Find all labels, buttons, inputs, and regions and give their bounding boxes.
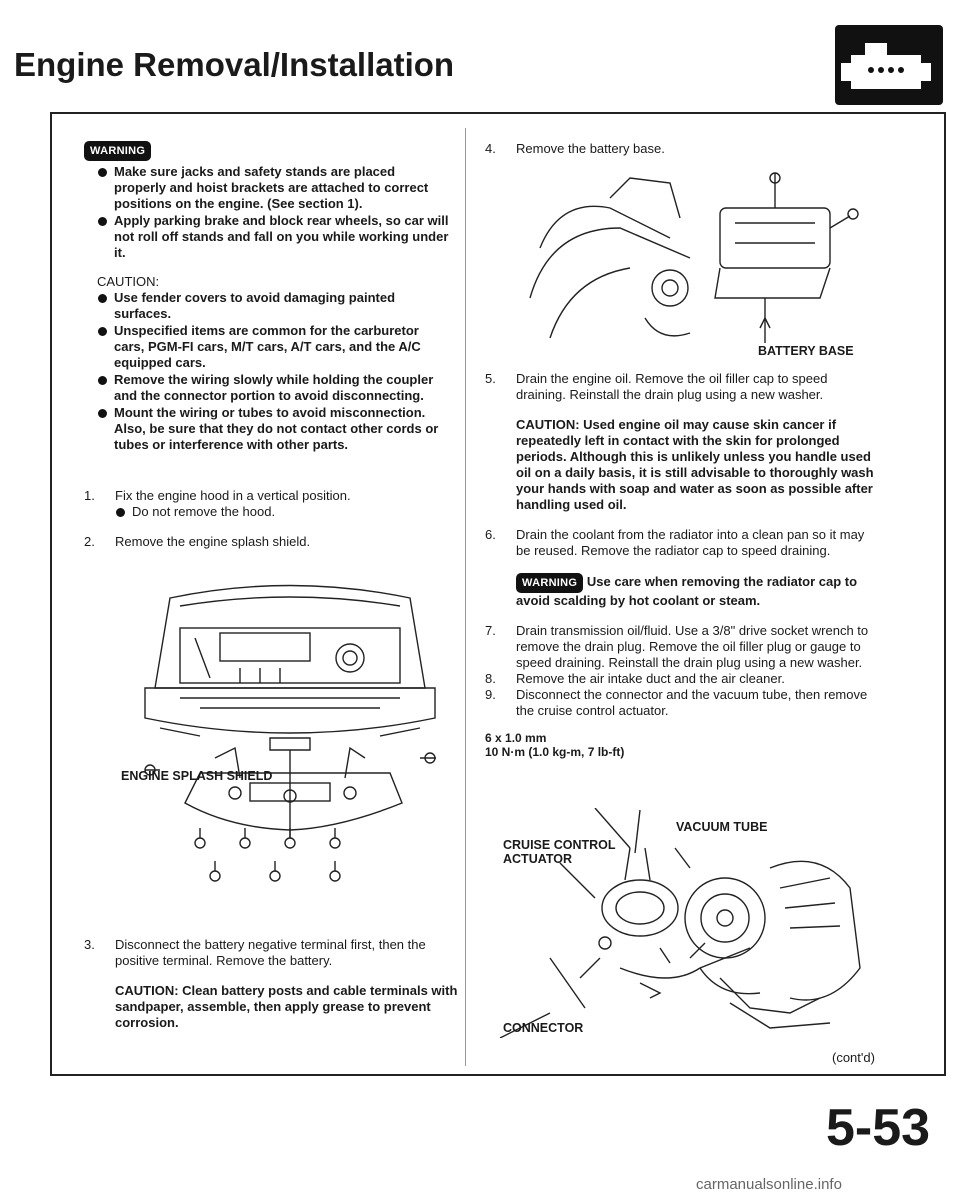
caution-item: Mount the wiring or tubes to avoid misconnection. Also, be sure that they do not contact other cords or tubes or interference with other parts.	[97, 405, 450, 453]
step-number: 6.	[485, 527, 496, 542]
figure-label-cruise-control: CRUISE CONTROL	[503, 838, 616, 852]
left-column	[84, 141, 450, 454]
engine-splash-shield-illustration	[140, 578, 440, 908]
watermark: carmanualsonline.info	[696, 1176, 842, 1193]
left-steps	[84, 488, 464, 550]
figure-label-actuator: ACTUATOR	[503, 852, 572, 866]
step-4	[485, 141, 865, 157]
step-text: Drain the engine oil. Remove the oil filler cap to speed draining. Reinstall the drain plug using a new washer.	[516, 371, 828, 402]
step-text: Drain the coolant from the radiator into a clean pan so it may be reused. Remove the radiator cap to speed draining.	[516, 527, 865, 558]
step-8	[485, 671, 880, 687]
column-divider	[465, 128, 466, 1066]
step-number: 1.	[84, 488, 95, 503]
step-text: Drain transmission oil/fluid. Use a 3/8" drive socket wrench to remove the drain plug. Remove the oil filler plug or gauge to speed draining. Reinstall the drain plug using a new washer.	[516, 623, 869, 670]
step-text: Remove the battery base.	[516, 141, 665, 156]
warning-badge: WARNING	[516, 573, 583, 593]
step-7	[485, 623, 880, 671]
step-3	[84, 937, 464, 969]
step-6	[485, 527, 880, 559]
step-number: 3.	[84, 937, 95, 952]
figure-label-splash-shield: ENGINE SPLASH SHIELD	[121, 769, 273, 783]
step-text: Disconnect the battery negative terminal first, then the positive terminal. Remove the battery.	[115, 937, 426, 968]
left-steps-lower	[84, 937, 464, 1031]
page-title: Engine Removal/Installation	[14, 46, 455, 83]
step-number: 4.	[485, 141, 496, 156]
step-number: 5.	[485, 371, 496, 386]
caution-item: Remove the wiring slowly while holding the coupler and the connector portion to avoid disconnecting.	[97, 372, 450, 404]
figure-label-vacuum-tube: VACUUM TUBE	[676, 820, 768, 834]
warning-text: Use care when removing the radiator cap to avoid scalding by hot coolant or steam.	[516, 574, 858, 608]
torque-spec-size: 6 x 1.0 mm	[485, 731, 547, 745]
caution-heading: CAUTION:	[97, 274, 160, 289]
battery-base-illustration	[520, 168, 860, 368]
step-text: Disconnect the connector and the vacuum tube, then remove the cruise control actuator.	[516, 687, 868, 718]
warning-item: Make sure jacks and safety stands are placed properly and hoist brackets are attached to correct positions on the engine. (See section 1).	[97, 164, 450, 212]
step-text: Remove the engine splash shield.	[115, 534, 311, 549]
right-steps	[485, 371, 880, 759]
warning-badge: WARNING	[84, 141, 151, 161]
step-text: Fix the engine hood in a vertical position.	[115, 488, 351, 503]
step-1	[84, 488, 464, 520]
torque-spec-value: 10 N·m (1.0 kg-m, 7 lb-ft)	[485, 745, 625, 759]
caution-item: Use fender covers to avoid damaging painted surfaces.	[97, 290, 450, 322]
caution-item: Unspecified items are common for the carburetor cars, PGM-FI cars, M/T cars, A/T cars, and the A/C equipped cars.	[97, 323, 450, 371]
page-number: 5-53	[826, 1099, 931, 1157]
step-number: 7.	[485, 623, 496, 638]
step-sub-item: Do not remove the hood.	[115, 504, 464, 520]
step-6-warning	[485, 573, 880, 609]
figure-label-connector: CONNECTOR	[503, 1021, 584, 1035]
step-number: 2.	[84, 534, 95, 549]
step-number: 9.	[485, 687, 496, 702]
step-text: Remove the air intake duct and the air cleaner.	[516, 671, 785, 686]
engine-section-icon	[835, 25, 943, 105]
step-2	[84, 534, 464, 550]
warning-item: Apply parking brake and block rear wheels, so car will not roll off stands and fall on you while working under it.	[97, 213, 450, 261]
figure-label-battery-base: BATTERY BASE	[758, 344, 854, 358]
step-9	[485, 687, 880, 719]
step-5-caution: CAUTION: Used engine oil may cause skin cancer if repeatedly left in contact with the skin for prolonged periods. Although this is unlikely unless you handle used oil on a daily basis, it is still advisable to thoroughly wash your hands with soap and water as soon as possible after handling used oil.	[516, 417, 874, 512]
step-number: 8.	[485, 671, 496, 686]
step-5	[485, 371, 880, 403]
step-3-caution: CAUTION: Clean battery posts and cable terminals with sandpaper, assemble, then apply grease to prevent corrosion.	[115, 983, 458, 1030]
continued-note: (cont'd)	[832, 1050, 875, 1065]
